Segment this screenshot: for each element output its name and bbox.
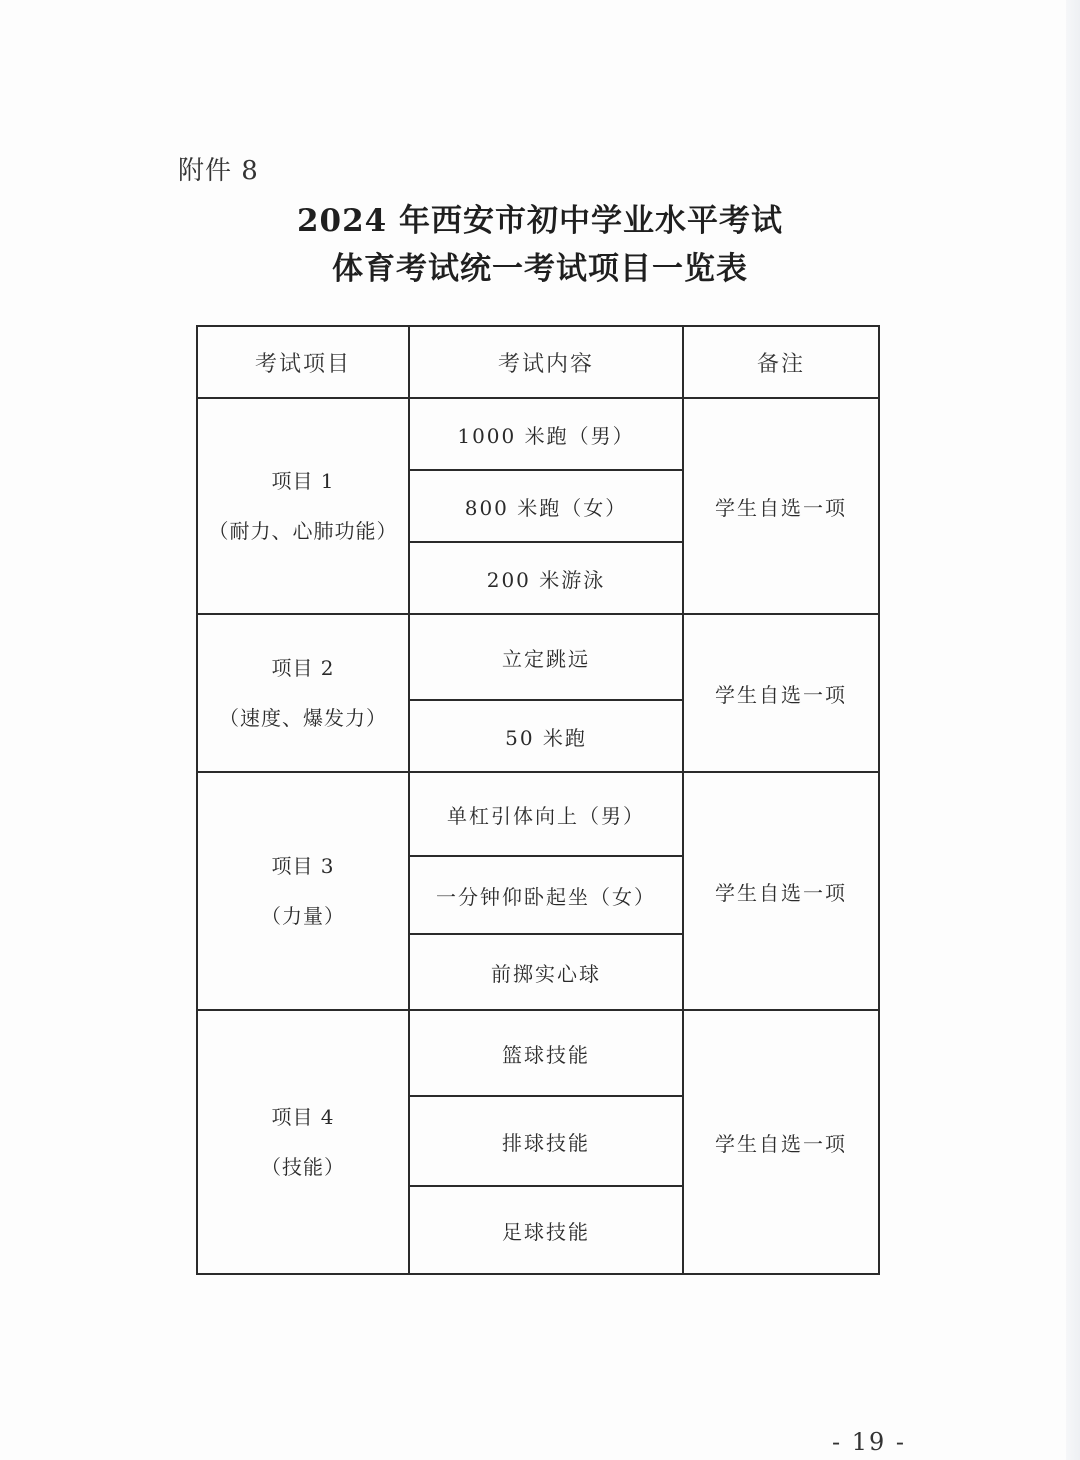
project-2-note: 学生自选一项 [683, 614, 879, 772]
project-3-note: 学生自选一项 [683, 772, 879, 1010]
project-3-cell [197, 772, 409, 1010]
project-2-cell [197, 614, 409, 772]
content-item: 排球技能 [409, 1096, 683, 1186]
exam-items-table [196, 325, 880, 1275]
content-item: 1000 米跑（男） [409, 398, 683, 470]
header-project: 考试项目 [197, 326, 409, 398]
document-title-line-1: 2024 年西安市初中学业水平考试 [296, 203, 784, 239]
project-2-name: 项目 2 [271, 656, 335, 680]
content-item: 篮球技能 [409, 1010, 683, 1096]
content-item: 前掷实心球 [409, 934, 683, 1010]
content-item: 200 米游泳 [409, 542, 683, 614]
content-item: 50 米跑 [409, 700, 683, 772]
page-number: - 19 - [832, 1428, 907, 1456]
table-header-row [197, 326, 879, 398]
project-4-name: 项目 4 [271, 1105, 335, 1129]
project-4-note: 学生自选一项 [683, 1010, 879, 1274]
header-content: 考试内容 [409, 326, 683, 398]
project-3-name: 项目 3 [271, 854, 335, 878]
project-2-category: （速度、爆发力） [219, 706, 387, 730]
project-4-category: （技能） [261, 1155, 345, 1179]
project-4-cell [197, 1010, 409, 1274]
content-item: 一分钟仰卧起坐（女） [409, 856, 683, 934]
project-1-note: 学生自选一项 [683, 398, 879, 614]
project-1-name: 项目 1 [271, 469, 335, 493]
table-row [197, 614, 879, 700]
table-row [197, 398, 879, 470]
table-row [197, 772, 879, 856]
content-item: 立定跳远 [409, 614, 683, 700]
header-note: 备注 [683, 326, 879, 398]
project-1-category: （耐力、心肺功能） [208, 519, 398, 543]
project-3-category: （力量） [261, 904, 345, 928]
attachment-label: 附件 8 [178, 156, 259, 186]
table-row [197, 1010, 879, 1096]
project-1-cell [197, 398, 409, 614]
content-item: 800 米跑（女） [409, 470, 683, 542]
content-item: 足球技能 [409, 1186, 683, 1274]
document-title-line-2: 体育考试统一考试项目一览表 [332, 251, 748, 287]
content-item: 单杠引体向上（男） [409, 772, 683, 856]
